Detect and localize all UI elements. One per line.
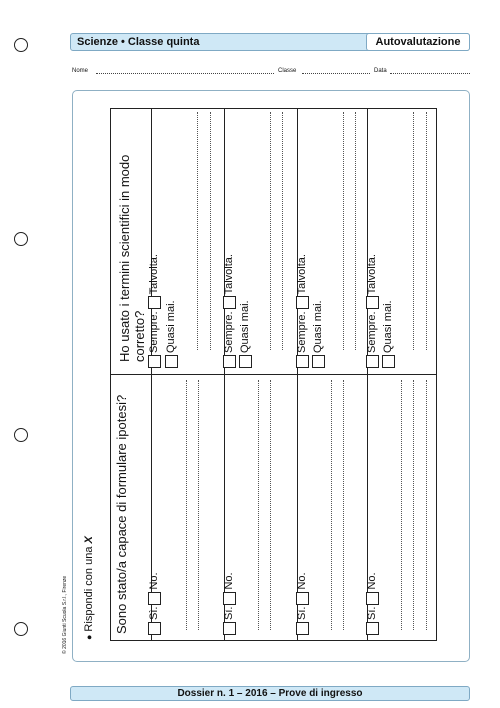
answer-line[interactable] [426, 380, 427, 630]
answer-line[interactable] [282, 112, 283, 350]
sempre-checkbox[interactable] [148, 355, 161, 368]
si-checkbox[interactable] [296, 622, 309, 635]
talvolta-checkbox[interactable] [223, 296, 236, 309]
answer-line[interactable] [343, 380, 344, 630]
no-checkbox[interactable] [223, 592, 236, 605]
bullet-icon: ● [84, 634, 94, 640]
class-field[interactable] [302, 73, 370, 74]
header-bar [70, 33, 470, 51]
no-label: No. [365, 572, 378, 590]
punch-hole-upper-middle [14, 232, 28, 246]
quasi-mai-label: Quasi mai. [381, 300, 394, 353]
quasi-mai-checkbox[interactable] [239, 355, 252, 368]
no-label: No. [295, 572, 308, 590]
table-divider [111, 374, 436, 375]
answer-line[interactable] [197, 112, 198, 350]
punch-hole-lower-middle [14, 428, 28, 442]
sempre-label: Sempre. [365, 311, 378, 353]
sempre-label: Sempre. [147, 311, 160, 353]
self-assessment-table [110, 108, 437, 641]
no-checkbox[interactable] [148, 592, 161, 605]
answer-line[interactable] [210, 112, 211, 350]
class-label: Classe [278, 68, 297, 74]
quasi-mai-label: Quasi mai. [164, 300, 177, 353]
header-section-label: Autovalutazione [366, 33, 470, 51]
sempre-label: Sempre. [295, 311, 308, 353]
sempre-checkbox[interactable] [366, 355, 379, 368]
si-checkbox[interactable] [223, 622, 236, 635]
talvolta-checkbox[interactable] [366, 296, 379, 309]
name-field[interactable] [96, 73, 274, 74]
talvolta-checkbox[interactable] [148, 296, 161, 309]
answer-line[interactable] [343, 112, 344, 350]
quasi-mai-checkbox[interactable] [312, 355, 325, 368]
si-label: Sì. [295, 606, 308, 620]
answer-line[interactable] [331, 380, 332, 630]
sempre-checkbox[interactable] [296, 355, 309, 368]
talvolta-label: Talvolta. [147, 254, 160, 295]
instruction-text: Rispondi con una [83, 546, 95, 632]
instruction-mark: X [83, 536, 95, 544]
quasi-mai-checkbox[interactable] [382, 355, 395, 368]
no-label: No. [222, 572, 235, 590]
date-field[interactable] [390, 73, 470, 74]
answer-line[interactable] [186, 380, 187, 630]
punch-hole-bottom [14, 622, 28, 636]
si-label: Sì. [147, 606, 160, 620]
name-label: Nome [72, 68, 89, 74]
no-label: No. [147, 572, 160, 590]
si-checkbox[interactable] [148, 622, 161, 635]
answer-line[interactable] [401, 380, 402, 630]
quasi-mai-label: Quasi mai. [238, 300, 251, 353]
sempre-label: Sempre. [222, 311, 235, 353]
date-label: Data [374, 68, 387, 74]
answer-line[interactable] [258, 380, 259, 630]
punch-hole-top [14, 38, 28, 52]
quasi-mai-checkbox[interactable] [165, 355, 178, 368]
answer-line[interactable] [355, 112, 356, 350]
answer-line[interactable] [270, 112, 271, 350]
student-fields [72, 66, 470, 78]
si-checkbox[interactable] [366, 622, 379, 635]
quasi-mai-label: Quasi mai. [311, 300, 324, 353]
no-checkbox[interactable] [296, 592, 309, 605]
header-subject: Scienze • Classe quinta [77, 36, 200, 48]
si-label: Sì. [365, 606, 378, 620]
answer-line[interactable] [413, 112, 414, 350]
answer-line[interactable] [426, 112, 427, 350]
talvolta-label: Talvolta. [295, 254, 308, 295]
no-checkbox[interactable] [366, 592, 379, 605]
answer-line[interactable] [270, 380, 271, 630]
answer-line[interactable] [413, 380, 414, 630]
talvolta-label: Talvolta. [222, 254, 235, 295]
sempre-checkbox[interactable] [223, 355, 236, 368]
talvolta-label: Talvolta. [365, 254, 378, 295]
footer-bar: Dossier n. 1 – 2016 – Prove di ingresso [70, 686, 470, 701]
si-label: Sì. [222, 606, 235, 620]
answer-line[interactable] [198, 380, 199, 630]
talvolta-checkbox[interactable] [296, 296, 309, 309]
